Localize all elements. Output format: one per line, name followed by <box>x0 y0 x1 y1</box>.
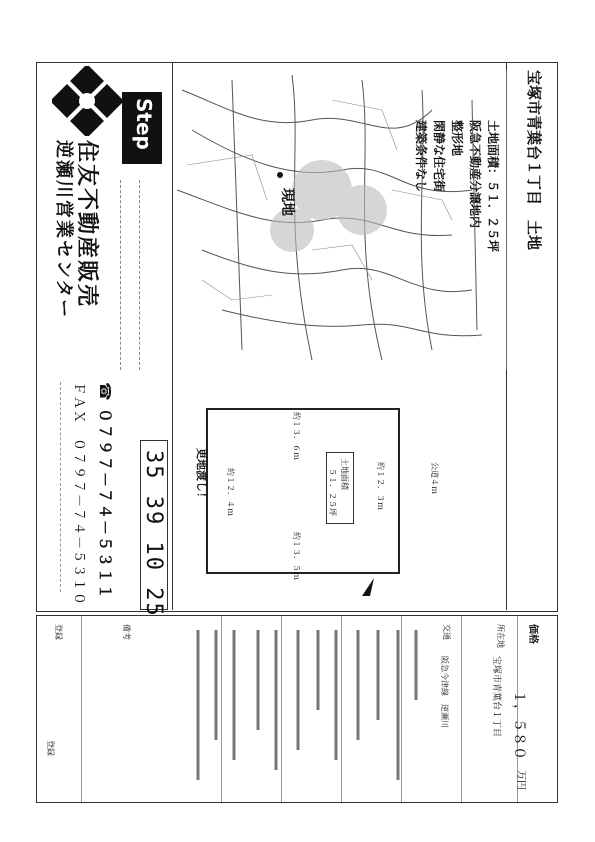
company-name: 住友不動産販売 <box>74 140 99 309</box>
location-map <box>172 70 507 370</box>
traffic-label: 交通 <box>442 624 451 640</box>
north-arrow-icon <box>360 576 380 600</box>
code-number: 35 39 10 25 <box>141 450 166 618</box>
fine-print-lines <box>120 180 140 370</box>
price-unit: 万円 <box>515 770 526 790</box>
step-badge-text: Step <box>132 98 156 150</box>
price-value: １，５８０ <box>511 690 527 760</box>
plot-dim-left: 約１３．６ｍ <box>292 412 301 460</box>
listing-title: 宝塚市青葉台１丁目 土地 <box>525 70 543 251</box>
feature-item: 閑静な住宅街 <box>432 120 446 193</box>
plot-dim-right: 約１３．５ｍ <box>292 532 301 580</box>
location-label: 所在地 <box>496 624 505 648</box>
fine-print-lines <box>60 382 81 592</box>
company-tel: ☎ ０７９７－７４－５３１１ <box>96 382 114 600</box>
table-fine-print <box>186 620 426 798</box>
step-badge <box>122 92 162 164</box>
table-column <box>37 616 82 802</box>
feature-item: 土地面積：５１．２５坪 <box>486 120 500 253</box>
plot-dim-bottom: 約１２．４ｍ <box>226 468 235 516</box>
feature-item: 整形地 <box>450 120 464 157</box>
company-fax: ＦＡＸ ０７９７－７４－５３１０ <box>71 382 86 607</box>
plot-dim-top: 約１２．３ｍ <box>376 462 385 510</box>
remarks-label: 備考 <box>122 624 131 640</box>
registry-label: 登録 <box>54 624 63 640</box>
feature-item: 建築条件なし <box>414 120 428 193</box>
price-label: 価格 <box>527 624 538 644</box>
feature-item: 阪急不動産分譲地内 <box>468 120 482 229</box>
plot-area-value: ５１．２５坪 <box>328 468 337 516</box>
plot-vacant: 更地渡し！ <box>195 448 208 503</box>
traffic-value: 阪急今津線 逆瀬川 <box>440 656 449 728</box>
map-roads <box>172 70 506 370</box>
location-value: 宝塚市青葉台１丁目 <box>491 656 501 738</box>
map-site-label: 現地 <box>279 188 295 216</box>
plot-road: 公道４ｍ <box>430 462 439 494</box>
plot-area-label: 土地面積 <box>340 458 349 490</box>
company-logo-icon <box>52 66 122 136</box>
registry-value: 登録 <box>46 740 55 756</box>
company-branch: 逆瀬川営業センター <box>53 140 74 320</box>
